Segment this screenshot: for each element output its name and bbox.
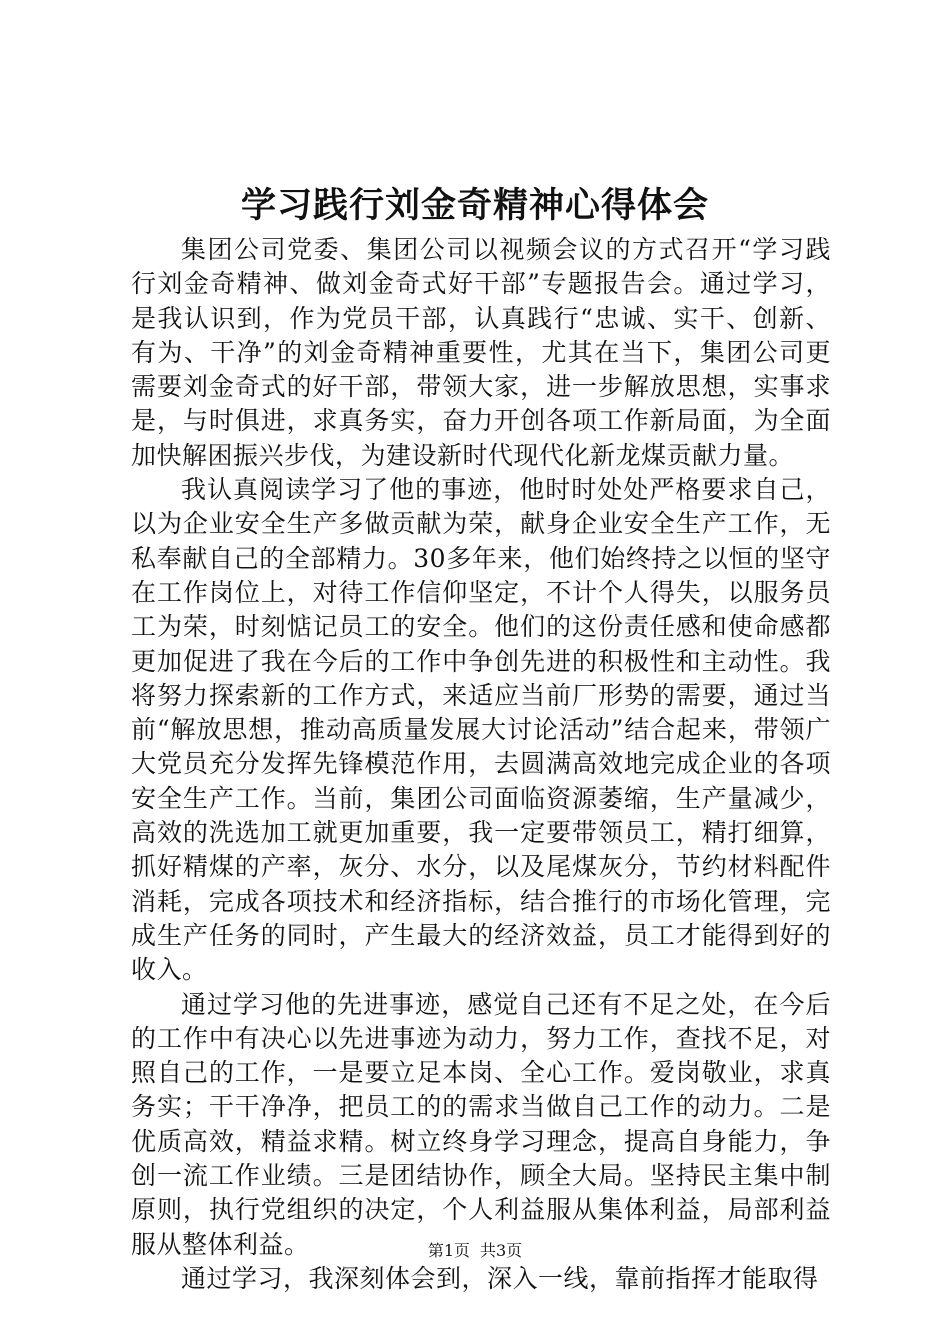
page-footer xyxy=(0,1240,950,1262)
page-number: 第1页 xyxy=(427,1241,470,1260)
body-paragraph: 通过学习，我深刻体会到，深入一线，靠前指挥才能取得 xyxy=(181,1263,819,1293)
document-title: 学习践行刘金奇精神心得体会 xyxy=(240,186,709,226)
page-total: 共3页 xyxy=(480,1241,523,1260)
document-body xyxy=(131,233,831,1296)
body-paragraph: 集团公司党委、集团公司以视频会议的方式召开“学习践行刘金奇精神、做刘金奇式好干部”专题报告会。通过学习，是我认识到，作为党员干部，认真践行“忠诚、实干、创新、有为、干净”的刘金奇精神重要性，尤其在当下，集团公司更需要刘金奇式的好干部，带领大家，进一步解放思想，实事求是，与时俱进，求真务实，奋力开创各项工作新局面，为全面加快解困振兴步伐，为建设新时代现代化新龙煤贡献力量。 xyxy=(131,235,831,470)
body-paragraph: 通过学习他的先进事迹，感觉自己还有不足之处，在今后的工作中有决心以先进事迹为动力，努力工作，查找不足，对照自己的工作，一是要立足本岗、全心工作。爱岗敬业，求真务实；干干净净，把员工的的需求当做自己工作的动力。二是优质高效，精益求精。树立终身学习理念，提高自身能力，争创一流工作业绩。三是团结协作，顾全大局。坚持民主集中制原则，执行党组织的决定，个人利益服从集体利益，局部利益服从整体利益。 xyxy=(131,989,831,1259)
body-paragraph: 我认真阅读学习了他的事迹，他时时处处严格要求自己，以为企业安全生产多做贡献为荣，献身企业安全生产工作，无私奉献自己的全部精力。30多年来，他们始终持之以恒的坚守在工作岗位上，对待工作信仰坚定，不计个人得失，以服务员工为荣，时刻惦记员工的安全。他们的这份责任感和使命感都更加促进了我在今后的工作中争创先进的积极性和主动性。我将努力探索新的工作方式，来适应当前厂形势的需要，通过当前“解放思想，推动高质量发展大讨论活动”结合起来，带领广大党员充分发挥先锋模范作用，去圆满高效地完成企业的各项安全生产工作。当前，集团公司面临资源萎缩，生产量减少，高效的洗选加工就更加重要，我一定要带领员工，精打细算，抓好精煤的产率，灰分、水分，以及尾煤灰分，节约材料配件消耗，完成各项技术和经济指标，结合推行的市场化管理，完成生产任务的同时，产生最大的经济效益，员工才能得到好的收入。 xyxy=(131,475,831,985)
